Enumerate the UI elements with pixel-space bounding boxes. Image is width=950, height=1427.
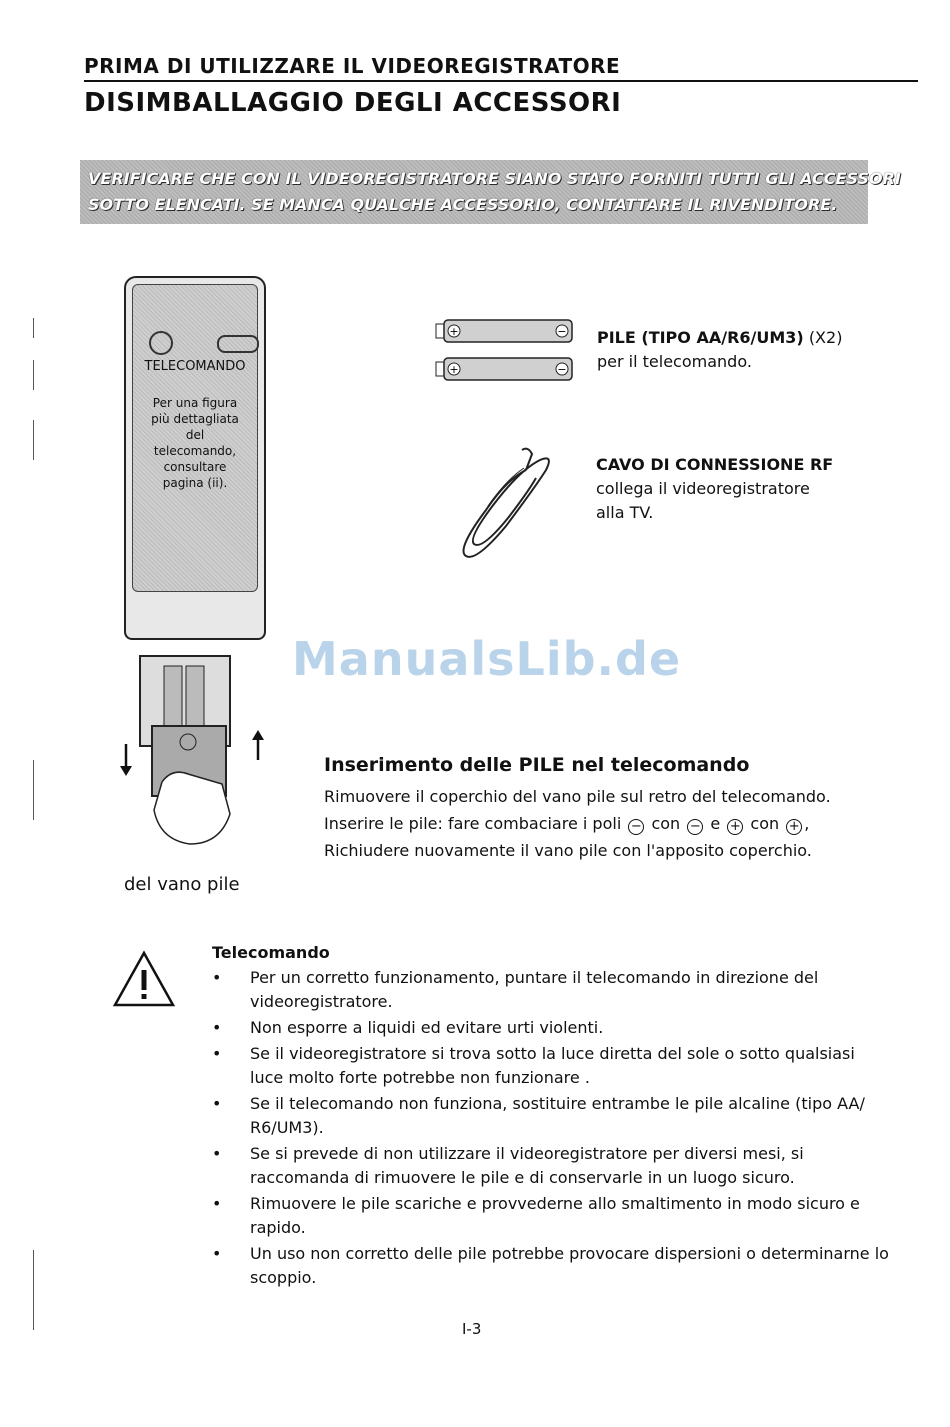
margin-mark <box>33 420 34 460</box>
minus-pole-icon: − <box>687 819 703 835</box>
insertion-line-3: Richiudere nuovamente il vano pile con l'apposito coperchio. <box>324 841 812 860</box>
warning-item: • Un uso non corretto delle pile potrebbe provocare dispersioni o determinarne lo scoppio. <box>212 1242 892 1290</box>
and-text: e <box>710 814 721 833</box>
section-header: PRIMA DI UTILIZZARE IL VIDEOREGISTRATORE <box>84 54 621 78</box>
batteries-qty: (X2) <box>808 328 843 347</box>
figure-caption: del vano pile <box>124 874 240 895</box>
warning-item: • Se si prevede di non utilizzare il videoregistratore per diversi mesi, si raccomanda di rimuovere le pile e di conservarle in un luogo sicuro. <box>212 1142 892 1190</box>
batteries-desc: per il telecomando. <box>597 352 752 371</box>
warning-item: • Non esporre a liquidi ed evitare urti violenti. <box>212 1016 892 1040</box>
con-text-2: con <box>750 814 780 833</box>
insertion-line-1: Rimuovere il coperchio del vano pile sul retro del telecomando. <box>324 787 831 806</box>
margin-mark <box>33 360 34 390</box>
svg-text:+: + <box>449 363 459 376</box>
notice-banner <box>80 160 901 224</box>
insertion-line-2: Inserire le pile: fare combaciare i poli − con − e + con + , <box>324 814 810 834</box>
page-title: DISIMBALLAGGIO DEGLI ACCESSORI <box>84 88 622 118</box>
cable-description <box>596 453 833 525</box>
remote-note: Per una figura più dettagliata del telecomando, consultare pagina (ii). <box>151 396 239 490</box>
batteries-description <box>597 326 842 374</box>
banner-line-1: VERIFICARE CHE CON IL VIDEOREGISTRATORE SIANO STATO FORNITI TUTTI GLI ACCESSORI <box>88 169 901 188</box>
batteries-title: PILE (TIPO AA/R6/UM3) <box>597 328 804 347</box>
warning-triangle-icon <box>112 950 176 1008</box>
battery-compartment-illustration <box>112 652 272 852</box>
header-rule <box>84 80 918 82</box>
remote-label: TELECOMANDO <box>144 359 246 374</box>
insertion-line-2-text: Inserire le pile: fare combaciare i poli <box>324 814 622 833</box>
warning-item: • Se il telecomando non funziona, sostituire entrambe le pile alcaline (tipo AA/ R6/UM3). <box>212 1092 892 1140</box>
batteries-icon <box>432 316 578 390</box>
svg-text:−: − <box>557 363 567 376</box>
minus-pole-icon: − <box>628 819 644 835</box>
insertion-body <box>324 783 831 864</box>
rf-cable-icon <box>440 440 560 560</box>
power-button-icon <box>149 331 173 355</box>
margin-mark <box>33 1250 34 1330</box>
banner-line-2: SOTTO ELENCATI. SE MANCA QUALCHE ACCESSORIO, CONTATTARE IL RIVENDITORE. <box>88 195 838 214</box>
svg-text:−: − <box>557 325 567 338</box>
plus-pole-icon: + <box>727 819 743 835</box>
remote-control-illustration <box>124 276 266 640</box>
warning-list <box>212 966 892 1292</box>
cable-desc-1: collega il videoregistratore <box>596 479 810 498</box>
margin-mark <box>33 760 34 820</box>
con-text-1: con <box>651 814 681 833</box>
cable-desc-2: alla TV. <box>596 503 654 522</box>
margin-mark <box>33 318 34 338</box>
cable-title: CAVO DI CONNESSIONE RF <box>596 455 834 474</box>
watermark: ManualsLib.de <box>292 632 682 686</box>
warning-title: Telecomando <box>212 943 330 962</box>
warning-item: • Se il videoregistratore si trova sotto la luce diretta del sole o sotto qualsiasi luce molto forte potrebbe non funzionare . <box>212 1042 892 1090</box>
svg-text:+: + <box>449 325 459 338</box>
warning-item: • Per un corretto funzionamento, puntare il telecomando in direzione del videoregistratore. <box>212 966 892 1014</box>
remote-face <box>132 284 258 592</box>
warning-item: • Rimuovere le pile scariche e provvederne allo smaltimento in modo sicuro e rapido. <box>212 1192 892 1240</box>
plus-pole-icon: + <box>786 819 802 835</box>
page-number: I-3 <box>462 1320 482 1338</box>
remote-button-icon <box>217 335 259 353</box>
insertion-title: Inserimento delle PILE nel telecomando <box>324 754 750 776</box>
